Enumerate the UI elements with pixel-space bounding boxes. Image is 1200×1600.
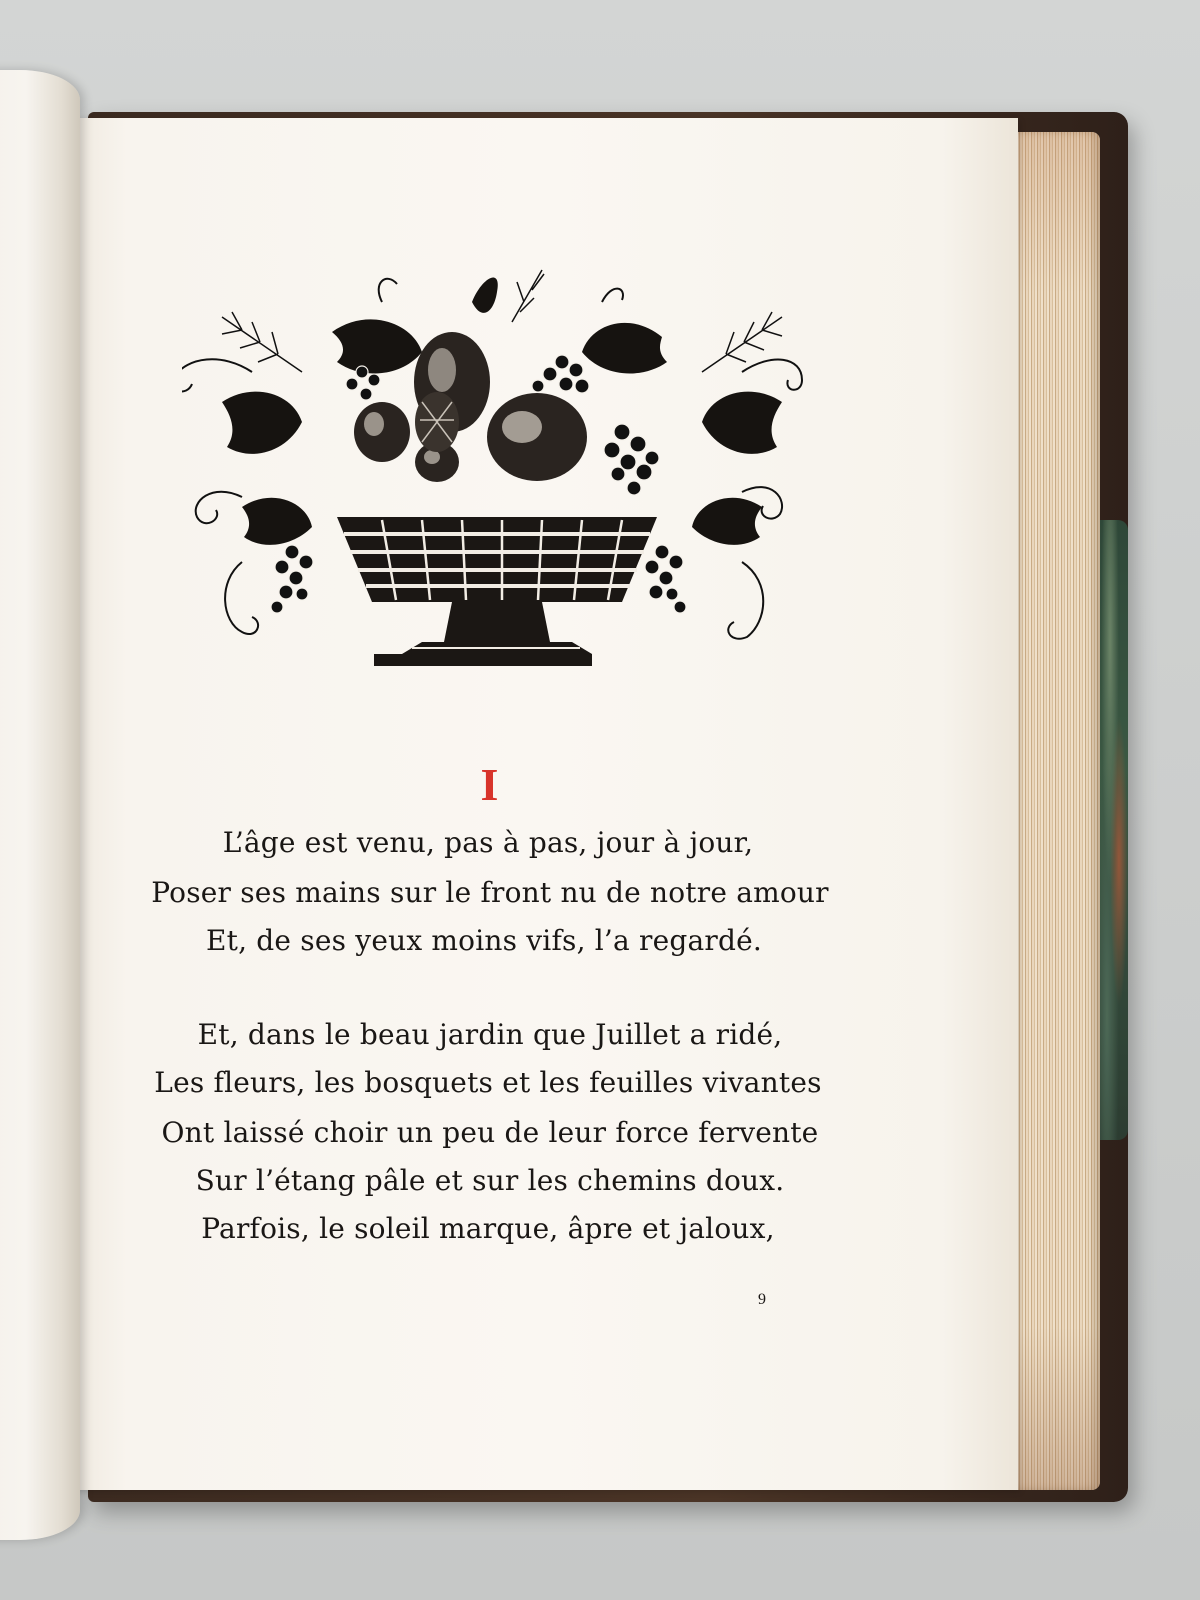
tendril-left-top: [182, 359, 252, 391]
poem-line: Ont laissé choir un peu de leur force fervente: [161, 1116, 819, 1149]
poem-line: L’âge est venu, pas à pas, jour à jour,: [222, 826, 754, 859]
leaf-left-1: [222, 392, 302, 454]
tendril-right-low: [728, 562, 763, 639]
fruit-apple-highlight: [502, 411, 542, 443]
poem-line: Et, dans le beau jardin que Juillet a ridé,: [197, 1018, 783, 1051]
leaf-top-right: [582, 323, 667, 374]
tendril-right-top: [742, 360, 802, 390]
leaf-right-1: [702, 392, 782, 454]
fruit-small-highlight: [424, 450, 440, 464]
poem-line: Les fleurs, les bosquets et les feuilles vivantes: [154, 1066, 822, 1099]
wheat-top: [512, 270, 544, 322]
poem-line: Sur l’étang pâle et sur les chemins doux.: [195, 1164, 785, 1197]
basket-stem: [444, 602, 550, 642]
leaf-left-2: [242, 498, 312, 545]
leaf-right-2: [692, 498, 762, 545]
tendril-left-low: [225, 562, 258, 634]
leaf-center-top: [472, 278, 498, 313]
marbled-board: [1098, 520, 1128, 1140]
page-edges-shade: [1008, 132, 1100, 1490]
fruit-peach-highlight: [364, 412, 384, 436]
tendril-top-right: [602, 289, 623, 302]
fruit-peach: [354, 402, 410, 462]
tendril-top-left: [379, 279, 397, 302]
wheat-right: [702, 312, 782, 372]
poem-line: Et, de ses yeux moins vifs, l’a regardé.: [206, 924, 762, 957]
basket-foot: [374, 654, 592, 666]
page-number: 9: [758, 1291, 766, 1308]
chapter-numeral: I: [480, 759, 500, 810]
fruit-basket-engraving-icon: [182, 262, 822, 682]
fruit-pear-highlight: [428, 348, 456, 392]
leaf-top-left: [332, 319, 422, 373]
tendril-left-mid: [196, 492, 242, 524]
poem-line: Parfois, le soleil marque, âpre et jaloux,: [201, 1212, 775, 1245]
poem-line: Poser ses mains sur le front nu de notre amour: [151, 876, 829, 909]
